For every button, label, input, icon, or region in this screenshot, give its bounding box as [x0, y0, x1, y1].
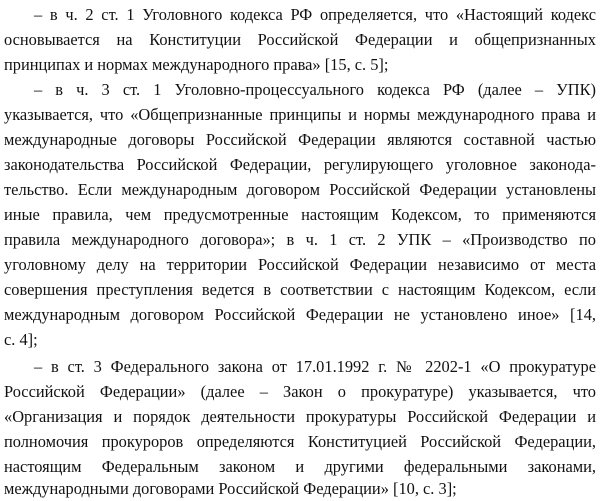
text-line: Российской Федерации» (далее – Закон о прокуратуре) указывается, что	[4, 382, 596, 401]
text-line: «Организация и порядок деятельности прокуратуры Российской Федерации и	[4, 407, 596, 426]
text-line: полномочия прокуроров определяются Конституцией Российской Федерации,	[4, 432, 596, 451]
text-line: – в ч. 2 ст. 1 Уголовного кодекса РФ определяется, что «Настоящий кодекс	[34, 5, 596, 24]
text-line: международные договоры Российской Федерации являются составной частью	[4, 130, 596, 149]
text-line: международным договором Российской Федерации не установлено иное» [14,	[4, 305, 596, 324]
text-line: принципах и нормах международного права» [15, с. 5];	[4, 55, 389, 74]
text-line: – в ч. 3 ст. 1 Уголовно-процессуального кодекса РФ (далее – УПК)	[34, 80, 596, 99]
text-line: основывается на Конституции Российской Федерации и общепризнанных	[4, 30, 596, 49]
text-line: с. 4];	[4, 330, 38, 349]
text-line: правила международного договора»; в ч. 1 ст. 2 УПК – «Производство по	[4, 230, 596, 249]
text-line: совершения преступления ведется в соответствии с настоящим Кодексом, если	[4, 280, 596, 299]
text-line: – в ст. 3 Федерального закона от 17.01.1992 г. № 2202-1 «О прокуратуре	[34, 357, 596, 376]
text-line: законодательства Российской Федерации, регулирующего уголовное законода-	[4, 155, 596, 174]
text-line: международными договорами Российской Федерации» [10, с. 3];	[4, 479, 457, 498]
text-line: указывается, что «Общепризнанные принципы и нормы международного права и	[4, 105, 596, 124]
text-line: настоящим Федеральным законом и другими федеральными законами,	[4, 457, 596, 476]
text-line: иные правила, чем предусмотренные настоящим Кодексом, то применяются	[4, 205, 596, 224]
text-line: тельство. Если международным договором Российской Федерации установлены	[4, 180, 596, 199]
text-line: уголовному делу на территории Российской Федерации независимо от места	[4, 255, 596, 274]
